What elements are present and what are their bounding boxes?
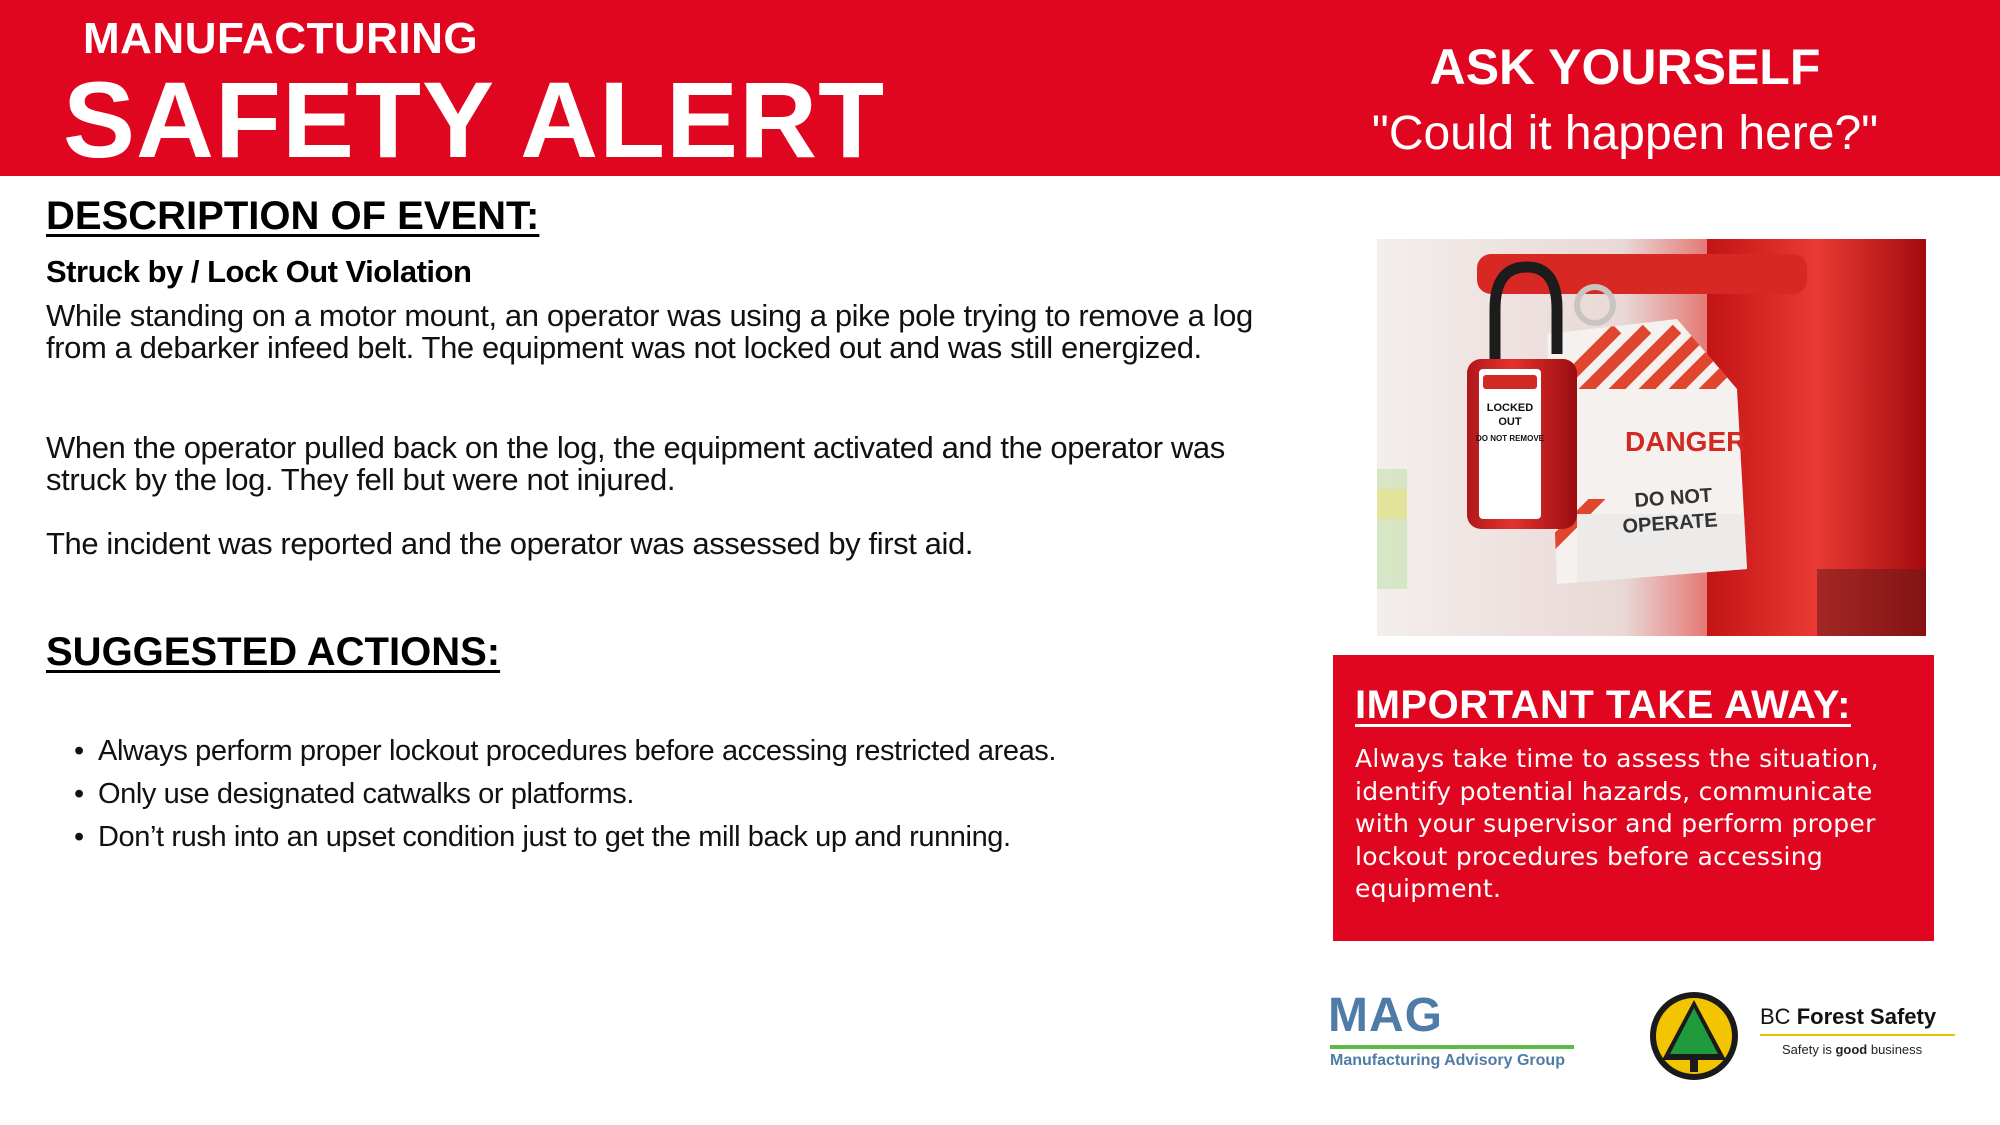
description-paragraph-1: While standing on a motor mount, an operator was using a pike pole trying to remove a log from a debarker infeed belt. The equipment was not locked out and was still energized. — [46, 298, 1253, 365]
mag-fullname: Manufacturing Advisory Group — [1330, 1052, 1565, 1069]
category-label: MANUFACTURING — [83, 14, 479, 63]
description-paragraph-3: The incident was reported and the operator was assessed by first aid. — [46, 526, 974, 561]
mag-wordmark: MAG — [1328, 989, 1443, 1042]
suggested-actions-list — [72, 730, 1056, 859]
bc-forest-safety-tagline: Safety is good business — [1782, 1042, 1923, 1057]
action-text: Always perform proper lockout procedures before accessing restricted areas. — [98, 735, 1057, 767]
header-banner — [0, 0, 2000, 180]
action-text: Don’t rush into an upset condition just to get the mill back up and running. — [98, 821, 1011, 853]
ask-yourself-question: "Could it happen here?" — [1371, 107, 1879, 160]
takeaway-body: Always take time to assess the situation, identify potential hazards, communicate with your supervisor and perform proper lockout procedures before accessing equipment. — [1355, 744, 1879, 903]
bullet-icon: • — [74, 778, 84, 810]
description-heading: DESCRIPTION OF EVENT: — [46, 194, 540, 238]
padlock-tag-icon — [1377, 239, 1926, 636]
important-takeaway-box — [1333, 655, 1934, 941]
action-item — [72, 730, 1056, 773]
svg-text:OUT: OUT — [1498, 416, 1522, 428]
svg-text:LOCKED: LOCKED — [1486, 402, 1534, 414]
bc-forest-safety-name: BC Forest Safety — [1760, 1004, 1937, 1029]
mag-divider — [1330, 1045, 1574, 1049]
svg-text:DANGER: DANGER — [1625, 426, 1747, 457]
svg-text:OPERATE: OPERATE — [1621, 509, 1719, 538]
action-item — [72, 816, 1056, 859]
event-type: Struck by / Lock Out Violation — [46, 254, 472, 289]
svg-text:DO NOT: DO NOT — [1633, 484, 1713, 512]
bc-forest-safety-tree-icon — [1648, 990, 1740, 1082]
description-paragraph-2: When the operator pulled back on the log, the equipment activated and the operator was struck by the log. They fell but were not injured. — [46, 430, 1225, 497]
ask-yourself-heading: ASK YOURSELF — [1429, 39, 1821, 95]
mag-logo — [1328, 990, 1576, 1082]
bullet-icon: • — [74, 735, 84, 767]
lockout-photo — [1377, 239, 1926, 636]
action-text: Only use designated catwalks or platforms. — [98, 778, 635, 810]
alert-title: SAFETY ALERT — [63, 59, 886, 180]
bc-forest-safety-divider — [1760, 1034, 1955, 1036]
takeaway-heading: IMPORTANT TAKE AWAY: — [1355, 683, 1851, 727]
bullet-icon: • — [74, 821, 84, 853]
action-item — [72, 773, 1056, 816]
svg-text:DO NOT REMOVE: DO NOT REMOVE — [1475, 434, 1545, 443]
suggested-actions-heading: SUGGESTED ACTIONS: — [46, 630, 501, 674]
